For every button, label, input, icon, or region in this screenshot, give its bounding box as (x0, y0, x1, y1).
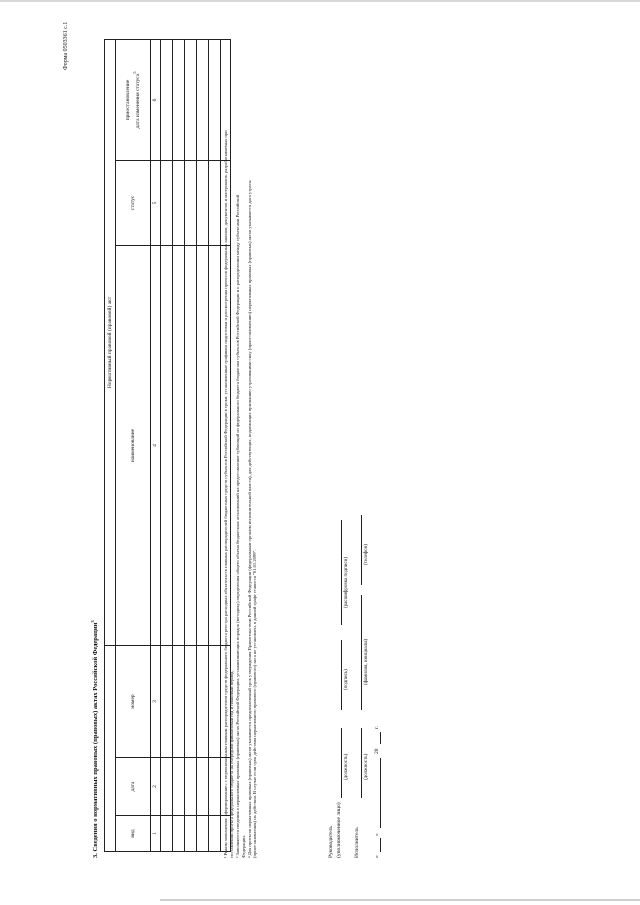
table-cell[interactable] (185, 645, 197, 757)
table-cell[interactable] (209, 245, 221, 645)
document-sheet (58, 10, 618, 870)
table-cell[interactable] (209, 160, 221, 245)
footnote: составлении проекта федерального бюджета на очередной финансовый год и плановый период. (228, 670, 234, 858)
table-cell[interactable] (209, 39, 221, 160)
footnote: (приостановления) их действия. В случае если срок действия нормативного правового (правового) акта не установлен, в данной графе ставится "01.01.2099". (252, 549, 258, 858)
section-title-sup: 3 (90, 620, 95, 623)
table-row (209, 39, 221, 851)
table-group-header-row (105, 39, 116, 851)
section-title-text: 3. Сведения о нормативных правовых (правовых) актах Российской Федерации (92, 622, 100, 858)
form-code: Форма 0503361 с.1 (63, 21, 69, 70)
table-cell[interactable] (161, 39, 173, 160)
footnote: ⁴ Для проектов нормативных правовых (правовых) актов указывается предполагаемый срок утверждения Правительством Российской Федерации (федеральным органом исполнительной власти), для действующих, подлежащих признанию утратившими силу (приостановлению) нормативных правовых (правовых) актов указывается дата утраты (246, 180, 252, 858)
column-number: 5 (151, 160, 161, 245)
footnote: ¹ Режим заполнения: «формирование» с первоначальным главным распорядителем средств федерального бюджета реестра расходных обязательств главных распорядителей бюджетных средств субъектов Российской Федерации в сроки, установленные графиком подготовки и рассмотрения проектов федеральных законов, документов и материалов, разрабатываемых при (223, 130, 228, 858)
date-month-line[interactable] (380, 758, 381, 828)
table-row (161, 39, 173, 851)
normative-acts-table (104, 39, 231, 852)
table-cell[interactable] (209, 816, 221, 852)
column-number: 1 (151, 816, 161, 852)
header-status: статус (116, 160, 151, 245)
table-cell[interactable] (197, 245, 209, 645)
column-number: 3 (151, 645, 161, 757)
table-cell[interactable] (161, 758, 173, 816)
footnote: Федерации. (240, 835, 246, 858)
table-cell[interactable] (185, 816, 197, 852)
head-decoding-line[interactable] (341, 520, 342, 625)
head-label: Руководитель (328, 826, 334, 858)
table-cell[interactable] (173, 758, 185, 816)
table-cell[interactable] (197, 816, 209, 852)
table-cell[interactable] (173, 816, 185, 852)
header-suspension-line2 (132, 40, 142, 160)
header-suspension-line2-text: дата изменения статуса (134, 73, 141, 129)
table-cell[interactable] (197, 39, 209, 160)
table-cell[interactable] (197, 160, 209, 245)
column-number-row (151, 39, 161, 851)
head-decoding-caption: (расшифровка подписи) (344, 556, 349, 608)
table-cell[interactable] (185, 160, 197, 245)
executor-label: Исполнитель (354, 827, 360, 858)
table-row (185, 39, 197, 851)
table-cell[interactable] (185, 758, 197, 816)
date-year-suffix: г. (374, 725, 380, 729)
executor-phone-line[interactable] (361, 515, 362, 585)
table-cell[interactable] (185, 39, 197, 160)
table-row (173, 39, 185, 851)
header-suspension-sup: 5 (131, 71, 137, 74)
head-sublabel: (уполномоченное лицо) (336, 802, 342, 858)
table-cell[interactable] (161, 245, 173, 645)
header-date: дата (116, 758, 151, 816)
date-quote-open: « (374, 855, 380, 858)
page-bottom-edge (160, 899, 640, 901)
executor-fio-line[interactable] (361, 595, 362, 710)
header-name: наименование (116, 245, 151, 645)
column-number: 2 (151, 758, 161, 816)
column-number: 4 (151, 245, 161, 645)
group-header-empty (105, 645, 116, 851)
table-cell[interactable] (161, 816, 173, 852)
table-cell[interactable] (161, 645, 173, 757)
head-position-line[interactable] (341, 728, 342, 798)
executor-position-line[interactable] (361, 728, 362, 798)
header-type: вид (116, 816, 151, 852)
header-suspension (116, 39, 151, 160)
executor-position-caption: (должность) (364, 753, 369, 780)
date-day-line[interactable] (380, 838, 381, 852)
table-cell[interactable] (173, 245, 185, 645)
head-signature-line[interactable] (341, 640, 342, 710)
executor-phone-caption: (телефон) (364, 544, 369, 565)
table-cell[interactable] (197, 758, 209, 816)
table-cell[interactable] (197, 645, 209, 757)
footnote: ³ Заполняются сведения о нормативных правовых (правовых) актах Российской Федерации, устанавливающих порядок (методику) определения общего объема бюджетных ассигнований на предоставление субвенций из федерального бюджета бюджетам субъектов Российской Федерации и о распределении между субъектами Российской (234, 194, 240, 858)
table-cell[interactable] (173, 645, 185, 757)
table-cell[interactable] (209, 758, 221, 816)
date-year-prefix: 20 (374, 748, 380, 754)
head-position-caption: (должность) (344, 753, 349, 780)
table-cell[interactable] (161, 160, 173, 245)
table-cell[interactable] (173, 160, 185, 245)
header-suspension-line1: приостановление (124, 79, 131, 121)
head-signature-caption: (подпись) (344, 669, 349, 690)
group-header-cell: Нормативный правовой (правовой) акт (105, 39, 116, 645)
date-year-line[interactable] (380, 732, 381, 744)
table-cell[interactable] (185, 245, 197, 645)
column-number: 6 (151, 39, 161, 160)
table-header-row (116, 39, 151, 851)
table-cell[interactable] (173, 39, 185, 160)
footnotes (223, 43, 258, 858)
header-number: номер (116, 645, 151, 757)
table-row (197, 39, 209, 851)
page-top-edge (0, 0, 640, 2)
date-quote-close: » (374, 833, 380, 836)
table-cell[interactable] (209, 645, 221, 757)
executor-fio-caption: (фамилия, инициалы) (364, 638, 369, 685)
section-title (90, 620, 100, 858)
